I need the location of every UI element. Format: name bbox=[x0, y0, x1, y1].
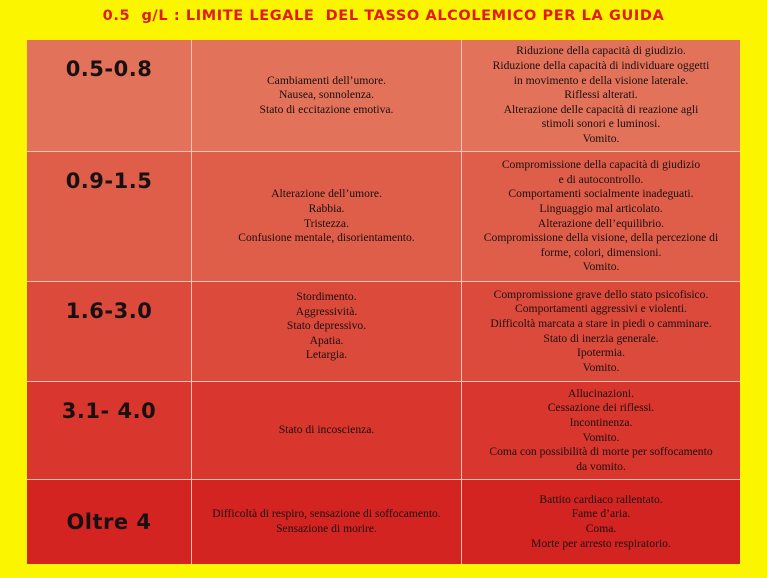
effects-cell bbox=[192, 40, 462, 151]
text-line: Morte per arresto respiratorio. bbox=[531, 536, 671, 550]
text-line: Tristezza. bbox=[304, 216, 349, 230]
text-line: Apatia. bbox=[309, 333, 344, 347]
text-line: Rabbia. bbox=[308, 201, 345, 215]
table-row bbox=[27, 40, 740, 152]
text-line: Vomito. bbox=[582, 360, 620, 374]
text-line: Coma con possibilità di morte per soffocamento bbox=[489, 445, 713, 459]
effects-cell bbox=[192, 480, 462, 564]
text-line: stimoli sonori e luminosi. bbox=[541, 117, 661, 131]
text-line: Stato di incoscienza. bbox=[278, 423, 375, 437]
range-cell: 0.9-1.5 bbox=[27, 152, 192, 281]
text-line: Riduzione della capacità di giudizio. bbox=[516, 44, 686, 58]
table-row bbox=[27, 480, 740, 564]
text-line: Alterazione dell’umore. bbox=[271, 187, 382, 201]
text-line: Alterazione dell’equilibrio. bbox=[537, 216, 665, 230]
text-line: Incontinenza. bbox=[569, 415, 633, 429]
table-row bbox=[27, 282, 740, 382]
text-line: da vomito. bbox=[576, 459, 626, 473]
text-line: Linguaggio mal articolato. bbox=[539, 201, 663, 215]
alcohol-effects-table bbox=[27, 40, 740, 564]
text-line: Compromissione della visione, della percezione di bbox=[483, 231, 719, 245]
text-line: Vomito. bbox=[582, 430, 620, 444]
range-cell: 1.6-3.0 bbox=[27, 282, 192, 381]
text-line: Riflessi alterati. bbox=[564, 88, 638, 102]
effects-cell bbox=[192, 382, 462, 479]
text-line: Stato depressivo. bbox=[286, 319, 367, 333]
consequences-cell bbox=[462, 480, 740, 564]
text-line: Cambiamenti dell’umore. bbox=[266, 73, 387, 87]
text-line: Vomito. bbox=[582, 131, 620, 145]
text-line: Ipotermia. bbox=[577, 346, 625, 360]
effects-cell bbox=[192, 282, 462, 381]
table-row bbox=[27, 382, 740, 480]
text-line: Battito cardiaco rallentato. bbox=[539, 492, 663, 506]
text-line: Compromissione grave dello stato psicofisico. bbox=[493, 287, 709, 301]
text-line: Sensazione di morire. bbox=[276, 522, 377, 535]
text-line: Letargia. bbox=[305, 348, 348, 362]
text-line: forme, colori, dimensioni. bbox=[540, 245, 662, 259]
text-line: Nausea, sonnolenza. bbox=[279, 88, 374, 102]
text-line: Confusione mentale, disorientamento. bbox=[238, 231, 415, 245]
text-line: Stato di inerzia generale. bbox=[543, 331, 659, 345]
text-line: Difficoltà marcata a stare in piedi o camminare. bbox=[490, 316, 712, 330]
consequences-cell bbox=[462, 382, 740, 479]
text-line: Compromissione della capacità di giudizio bbox=[501, 158, 701, 172]
text-line: Stordimento. bbox=[296, 290, 357, 303]
text-line: in movimento e della visione laterale. bbox=[513, 73, 689, 87]
consequences-cell bbox=[462, 40, 740, 151]
range-cell: Oltre 4 bbox=[27, 480, 192, 564]
effects-cell bbox=[192, 152, 462, 281]
range-cell: 3.1- 4.0 bbox=[27, 382, 192, 479]
text-line: Comportamenti aggressivi e violenti. bbox=[515, 302, 687, 316]
text-line: Allucinazioni. bbox=[567, 386, 634, 400]
table-row bbox=[27, 152, 740, 282]
text-line: Comportamenti socialmente inadeguati. bbox=[508, 187, 694, 201]
text-line: Coma. bbox=[585, 522, 617, 535]
text-line: e di autocontrollo. bbox=[558, 172, 644, 186]
text-line: Aggressività. bbox=[295, 304, 358, 318]
text-line: Fame d’aria. bbox=[571, 507, 631, 521]
text-line: Stato di eccitazione emotiva. bbox=[259, 102, 394, 116]
consequences-cell bbox=[462, 282, 740, 381]
text-line: Riduzione della capacità di individuare oggetti bbox=[492, 59, 710, 73]
text-line: Cessazione dei riflessi. bbox=[547, 401, 655, 415]
range-cell: 0.5-0.8 bbox=[27, 40, 192, 151]
consequences-cell bbox=[462, 152, 740, 281]
page-title: 0.5 g/L : LIMITE LEGALE DEL TASSO ALCOLEMICO PER LA GUIDA bbox=[102, 8, 665, 24]
text-line: Vomito. bbox=[582, 260, 620, 274]
text-line: Alterazione delle capacità di reazione agli bbox=[503, 102, 699, 116]
text-line: Difficoltà di respiro, sensazione di soffocamento. bbox=[212, 507, 441, 521]
